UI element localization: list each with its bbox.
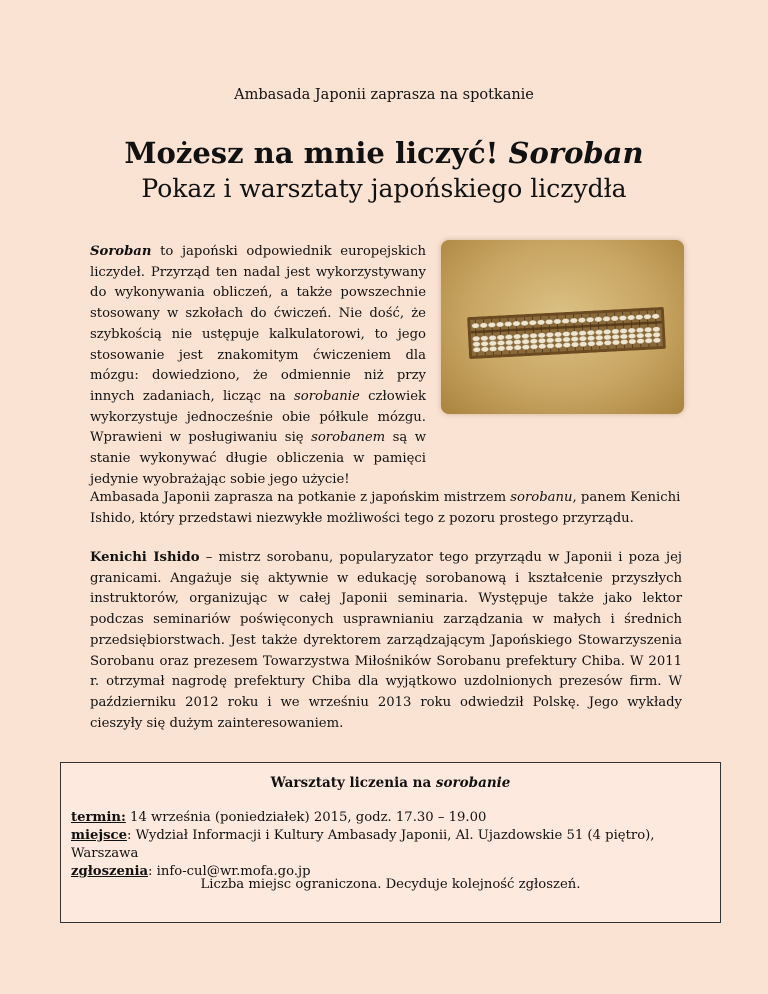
abacus-bead bbox=[489, 335, 496, 340]
intro-em1: sorobanie bbox=[294, 388, 360, 404]
abacus-bead bbox=[653, 332, 660, 337]
abacus-bead bbox=[578, 318, 585, 323]
abacus-bead bbox=[513, 334, 520, 339]
abacus-bead bbox=[595, 317, 602, 322]
intro-em2: sorobanem bbox=[311, 430, 386, 446]
abacus-bead bbox=[628, 333, 635, 338]
abacus-bead bbox=[514, 339, 521, 344]
abacus-bead bbox=[629, 339, 636, 344]
abacus-bead bbox=[481, 341, 488, 346]
abacus-bead bbox=[636, 328, 643, 333]
abacus-bead bbox=[579, 331, 586, 336]
abacus-bead bbox=[595, 330, 602, 335]
workshop-date-line bbox=[71, 809, 721, 827]
workshop-title-main: Warsztaty liczenia na bbox=[270, 775, 436, 791]
abacus-bead bbox=[652, 314, 659, 319]
abacus-bead bbox=[538, 338, 545, 343]
abacus-bead bbox=[497, 340, 504, 345]
abacus-bead bbox=[514, 345, 521, 350]
abacus-bead bbox=[612, 329, 619, 334]
abacus-bead bbox=[563, 331, 570, 336]
workshop-details bbox=[71, 809, 721, 881]
abacus-bead bbox=[545, 319, 552, 324]
abacus-bead bbox=[620, 334, 627, 339]
intro-paragraph bbox=[90, 242, 426, 490]
abacus-bead bbox=[645, 333, 652, 338]
abacus-bead bbox=[505, 321, 512, 326]
abacus-bead bbox=[562, 318, 569, 323]
abacus-bead bbox=[579, 336, 586, 341]
abacus-bead bbox=[603, 316, 610, 321]
abacus-bead bbox=[537, 320, 544, 325]
intro-lead: Soroban bbox=[90, 244, 152, 259]
abacus-bead bbox=[530, 339, 537, 344]
abacus-bead bbox=[628, 328, 635, 333]
abacus-bead bbox=[498, 346, 505, 351]
abacus-bead bbox=[579, 342, 586, 347]
abacus-bead bbox=[506, 345, 513, 350]
abacus-bead bbox=[563, 342, 570, 347]
abacus-bead bbox=[555, 343, 562, 348]
abacus-bead bbox=[546, 338, 553, 343]
abacus-bead bbox=[653, 338, 660, 343]
abacus-bead bbox=[547, 343, 554, 348]
abacus-bead bbox=[472, 323, 479, 328]
abacus-bead bbox=[496, 322, 503, 327]
abacus-bead bbox=[596, 341, 603, 346]
meeting-em: sorobanu bbox=[510, 490, 573, 505]
abacus-bead bbox=[627, 315, 634, 320]
abacus-bead bbox=[604, 340, 611, 345]
invitation-line: Ambasada Japonii zaprasza na spotkanie bbox=[234, 87, 534, 103]
meeting-part2: , panem Kenichi Ishido, który przedstawi niezwykłe możliwości tego z pozoru prostego przyrządu. bbox=[90, 490, 681, 526]
soroban-photo bbox=[441, 240, 684, 414]
abacus-bead bbox=[636, 315, 643, 320]
abacus-bead bbox=[596, 335, 603, 340]
bio-paragraph bbox=[90, 548, 682, 734]
page-subtitle: Pokaz i warsztaty japońskiego liczydła bbox=[141, 174, 627, 203]
abacus-bead bbox=[539, 344, 546, 349]
abacus-bead bbox=[587, 336, 594, 341]
abacus-bead bbox=[529, 320, 536, 325]
abacus-bead bbox=[473, 347, 480, 352]
workshop-note: Liczba miejsc ograniczona. Decyduje kolejność zgłoszeń. bbox=[200, 877, 581, 892]
abacus-bead bbox=[473, 342, 480, 347]
title-main: Możesz na mnie liczyć! bbox=[124, 136, 499, 170]
workshop-title-italic: sorobanie bbox=[435, 775, 511, 791]
intro-part2: człowiek wykorzystuje jednocześnie obie półkule mózgu. Wprawieni w posługiwaniu się bbox=[90, 388, 427, 446]
abacus-bead bbox=[505, 334, 512, 339]
bio-text: – mistrz sorobanu, popularyzator tego przyrządu w Japonii i poza jej granicami. Angażuje się aktywnie w edukację sorobanową i kształcenie przyszłych instruktorów, organizując w całej Japonii seminaria. Występuje także jako lektor podczas seminariów poświęconych usprawnianiu zarządzania w małych i średnich przedsiębiorstwach. Jest także dyrektorem zarządzającym Japońskiego Stowarzyszenia Sorobanu oraz prezesem Towarzystwa Miłośników Sorobanu prefektury Chiba. W 2011 r. otrzymał nagrodę prefektury Chiba dla wyjątkowo uzdolnionych prezesów firm. W październiku 2012 roku i we wrześniu 2013 roku odwiedził Polskę. Jego wykłady cieszyły się dużym zainteresowaniem. bbox=[90, 550, 682, 731]
abacus-bead bbox=[586, 317, 593, 322]
abacus-bead bbox=[587, 330, 594, 335]
abacus-bead bbox=[522, 334, 529, 339]
abacus-bead bbox=[481, 347, 488, 352]
date-value: 14 września (poniedziałek) 2015, godz. 17.30 – 19.00 bbox=[125, 810, 487, 825]
abacus-bead bbox=[612, 340, 619, 345]
abacus-bead bbox=[611, 316, 618, 321]
abacus-bead bbox=[489, 341, 496, 346]
intro-part1: to japoński odpowiednik europejskich liczydeł. Przyrząd ten nadal jest wykorzystywany do wykonywania obliczeń, a także powszechnie stosowany w szkołach do ćwiczeń. Nie dość, że szybkością nie ustępuje kalkulatorowi, to jego stosowanie jest znakomitym ćwiczeniem dla mózgu: dowiedziono, że odmiennie niż przy innych zadaniach, licząc na bbox=[90, 244, 426, 404]
abacus-bead bbox=[481, 336, 488, 341]
abacus-bead bbox=[513, 321, 520, 326]
page-title bbox=[0, 134, 768, 172]
abacus-bead bbox=[653, 327, 660, 332]
abacus-bead bbox=[505, 340, 512, 345]
abacus-bead bbox=[612, 334, 619, 339]
signup-value[interactable]: : info-cul@wr.mofa.go.jp bbox=[148, 864, 311, 879]
abacus-bead bbox=[571, 342, 578, 347]
abacus-bead bbox=[637, 333, 644, 338]
meeting-part1: Ambasada Japonii zaprasza na potkanie z japońskim mistrzem bbox=[90, 490, 511, 505]
place-label: miejsce bbox=[71, 828, 127, 843]
abacus-bead bbox=[530, 333, 537, 338]
abacus-bead bbox=[645, 338, 652, 343]
abacus-bead bbox=[472, 336, 479, 341]
workshop-title bbox=[61, 775, 720, 791]
abacus-bead bbox=[555, 337, 562, 342]
abacus-bead bbox=[637, 339, 644, 344]
abacus-bead bbox=[521, 321, 528, 326]
abacus-bead bbox=[546, 332, 553, 337]
soroban-abacus-image bbox=[467, 307, 666, 359]
abacus-bead bbox=[538, 333, 545, 338]
abacus-bead bbox=[554, 332, 561, 337]
abacus-bead bbox=[497, 335, 504, 340]
abacus-bead bbox=[488, 322, 495, 327]
abacus-bead bbox=[620, 339, 627, 344]
abacus-bead bbox=[619, 315, 626, 320]
abacus-bead bbox=[571, 331, 578, 336]
signup-label: zgłoszenia bbox=[71, 864, 149, 879]
abacus-bead bbox=[603, 329, 610, 334]
bio-name: Kenichi Ishido bbox=[90, 550, 200, 565]
abacus-bead bbox=[570, 318, 577, 323]
abacus-bead bbox=[530, 344, 537, 349]
place-value: : Wydział Informacji i Kultury Ambasady Japonii, Al. Ujazdowskie 51 (4 piętro), Warszawa bbox=[71, 828, 655, 861]
intro-part3: są w stanie wykonywać długie obliczenia w pamięci jedynie wyobrażając sobie jego użycie! bbox=[90, 430, 426, 487]
abacus-bead bbox=[644, 314, 651, 319]
abacus-bead bbox=[489, 346, 496, 351]
abacus-bead bbox=[620, 328, 627, 333]
title-italic: Soroban bbox=[508, 136, 644, 170]
abacus-bead bbox=[522, 345, 529, 350]
abacus-bead bbox=[563, 337, 570, 342]
workshop-place-line bbox=[71, 827, 721, 863]
date-label: termin: bbox=[71, 810, 126, 825]
abacus-bead bbox=[480, 323, 487, 328]
abacus-bead bbox=[588, 341, 595, 346]
meeting-paragraph bbox=[90, 488, 682, 529]
abacus-bead bbox=[554, 319, 561, 324]
abacus-bead bbox=[571, 336, 578, 341]
abacus-bead bbox=[522, 339, 529, 344]
abacus-bead bbox=[604, 335, 611, 340]
workshop-box bbox=[60, 762, 721, 923]
abacus-bead bbox=[644, 327, 651, 332]
